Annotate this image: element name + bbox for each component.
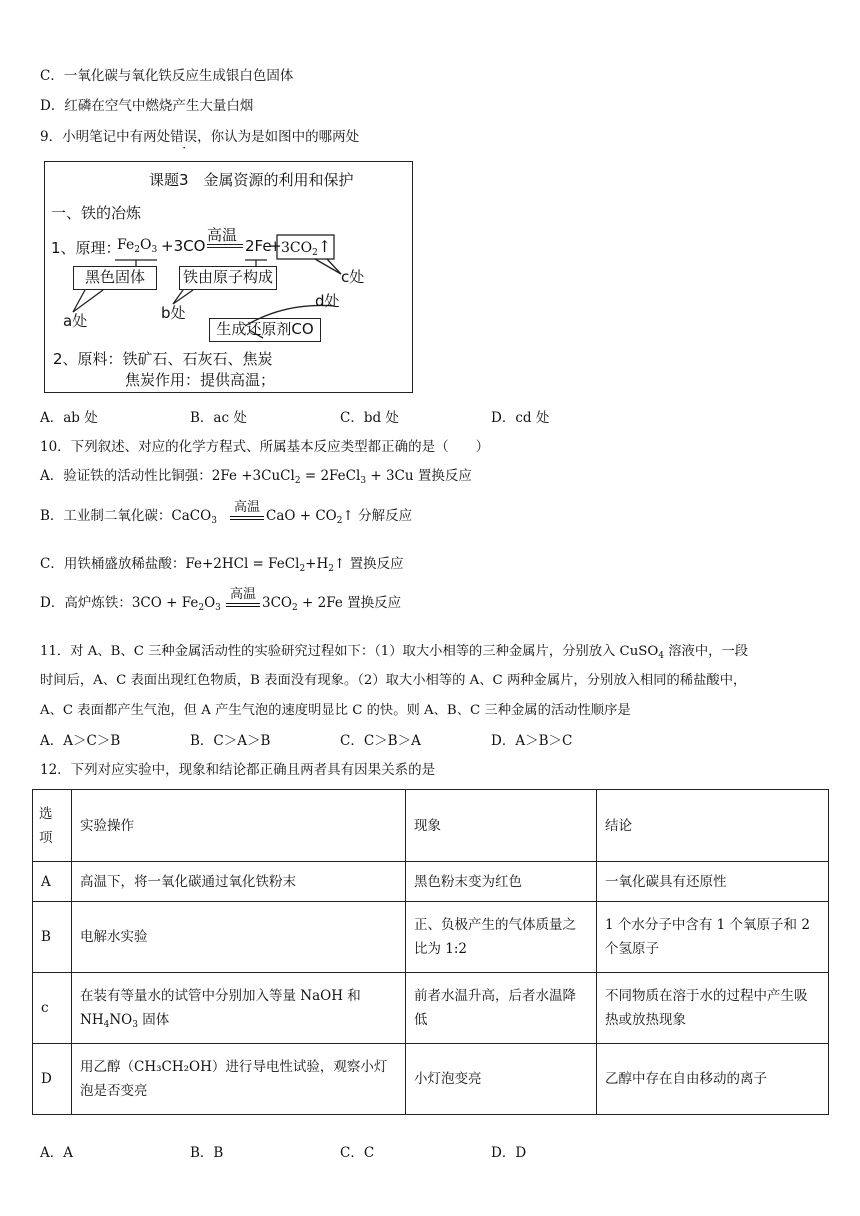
q12-table: [32, 789, 829, 1115]
figure-fe2o3: $Fe_2O_3$: [117, 237, 158, 255]
q8-option-d: D．红磷在空气中燃烧产生大量白烟: [40, 98, 254, 114]
callout-box-d: 生成还原剂CO: [209, 318, 321, 342]
figure-high-temp-cond: 高温: [207, 226, 243, 248]
q11-stem-line1: 11．对 A、B、C 三种金属活动性的实验研究过程如下：（1）取大小相等的三种金属片，分别放入 CuSO$_4$ 溶液中，一段: [40, 644, 749, 661]
row-c-operation: 在装有等量水的试管中分别加入等量 NaOH 和 $NH_4NO_3$ 固体: [72, 973, 406, 1044]
row-a-operation: 高温下，将一氧化碳通过氧化铁粉末: [72, 862, 406, 902]
row-c-conclusion: 不同物质在溶于水的过程中产生吸热或放热现象: [597, 973, 829, 1044]
q10-stem: 10．下列叙述、对应的化学方程式、所属基本反应类型都正确的是（ ）: [40, 439, 490, 455]
notes-figure: [44, 161, 413, 393]
table-row: [33, 862, 829, 902]
q12-stem: 12．下列对应实验中，现象和结论都正确且两者具有因果关系的是: [40, 762, 436, 778]
q11-option-a[interactable]: A．A＞C＞B: [40, 733, 121, 749]
row-a-phenomenon: 黑色粉末变为红色: [406, 862, 597, 902]
header-option: 选项: [33, 790, 72, 862]
figure-principle-label: 1、原理：: [51, 239, 121, 257]
q11-option-c[interactable]: C．C＞B＞A: [340, 733, 421, 749]
row-d-conclusion: 乙醇中存在自由移动的离子: [597, 1044, 829, 1115]
q12-option-a[interactable]: A．A: [40, 1145, 73, 1161]
q9-stem-pre: 9．小明笔记中有两处: [40, 129, 171, 145]
gas-arrow-icon: ↑: [317, 237, 332, 256]
table-row: [33, 902, 829, 973]
q9-option-d[interactable]: D．cd 处: [491, 410, 550, 426]
q12-options: [40, 1143, 800, 1163]
q10-option-b[interactable]: B．工业制二氧化碳：CaCO$_3$ 高温 CaO + $CO_2↑$ 分解反应: [40, 500, 413, 526]
row-c-phenomenon: 前者水温升高，后者水温降低: [406, 973, 597, 1044]
row-b-operation: 电解水实验: [72, 902, 406, 973]
q11-option-d[interactable]: D．A＞B＞C: [491, 733, 573, 749]
figure-coke-role: 焦炭作用：提供高温；: [125, 371, 276, 389]
table-row: [33, 1044, 829, 1115]
q10-option-a[interactable]: A．验证铁的活动性比铜强：2Fe +3CuCl$_2$ = 2FeCl$_3$ + 3Cu 置换反应: [40, 468, 472, 486]
row-b-phenomenon: 正、负极产生的气体质量之比为 1:2: [406, 902, 597, 973]
label-b: b处: [161, 304, 186, 322]
header-operation: 实验操作: [72, 790, 406, 862]
q9-option-b[interactable]: B．ac 处: [190, 410, 247, 426]
figure-2fe: 2Fe: [245, 237, 272, 255]
table-row: [33, 973, 829, 1044]
figure-section: 一、铁的冶炼: [51, 204, 142, 222]
row-d-operation: 用乙醇（CH₃CH₂OH）进行导电性试验，观察小灯泡是否变亮: [72, 1044, 406, 1115]
header-phenomenon: 现象: [406, 790, 597, 862]
callout-box-a: 黑色固体: [73, 266, 157, 290]
row-b-conclusion: 1 个水分子中含有 1 个氧原子和 2 个氢原子: [597, 902, 829, 973]
figure-materials: 2、原料：铁矿石、石灰石、焦炭: [53, 350, 273, 368]
q11-option-b[interactable]: B．C＞A＞B: [190, 733, 271, 749]
table-header-row: [33, 790, 829, 862]
q12-option-d[interactable]: D．D: [491, 1145, 527, 1161]
q9-stem-emphasis: 错误: [170, 129, 198, 145]
q10-b-condition: 高温: [230, 501, 264, 520]
q9-stem-post: ，你认为是如图中的哪两处: [197, 129, 360, 145]
figure-title: 课题3 金属资源的利用和保护: [149, 171, 354, 189]
figure-plus-3co: +3CO: [161, 237, 206, 255]
figure-plus: +: [269, 237, 282, 255]
q10-option-d[interactable]: D．高炉炼铁：$3CO + Fe_2O_3$ 高温 $3CO_2 + 2Fe$ 置换反应: [40, 587, 402, 613]
row-a-option: A: [33, 862, 72, 902]
row-b-option: B: [33, 902, 72, 973]
row-c-option: c: [33, 973, 72, 1044]
q11-stem-line2: 时间后，A、C 表面出现红色物质，B 表面没有现象。（2）取大小相等的 A、C 两种金属片，分别放入相同的稀盐酸中，: [40, 673, 747, 688]
row-d-phenomenon: 小灯泡变亮: [406, 1044, 597, 1115]
q11-stem-line3: A、C 表面都产生气泡，但 A 产生气泡的速度明显比 C 的快。则 A、B、C 三种金属的活动性顺序是: [40, 703, 631, 718]
label-c: c处: [341, 268, 365, 286]
q9-option-a[interactable]: A．ab 处: [40, 410, 98, 426]
q9-stem: [40, 127, 359, 147]
q9-option-c[interactable]: C．bd 处: [340, 410, 399, 426]
q12-option-b[interactable]: B．B: [190, 1145, 224, 1161]
label-d: d处: [315, 292, 340, 310]
row-a-conclusion: 一氧化碳具有还原性: [597, 862, 829, 902]
row-d-option: D: [33, 1044, 72, 1115]
figure-3co2: $3CO_2↑$: [281, 237, 332, 258]
q9-options: [40, 408, 800, 428]
q10-option-c[interactable]: C．用铁桶盛放稀盐酸：$Fe+2HCl = FeCl_2+H_2↑$ 置换反应: [40, 556, 404, 574]
q12-option-c[interactable]: C．C: [340, 1145, 375, 1161]
q8-option-c: C．一氧化碳与氧化铁反应生成银白色固体: [40, 68, 294, 84]
label-a: a处: [63, 312, 88, 330]
q10-d-condition: 高温: [226, 588, 260, 607]
q11-options: [40, 731, 800, 751]
header-conclusion: 结论: [597, 790, 829, 862]
callout-box-b: 铁由原子构成: [179, 266, 277, 290]
